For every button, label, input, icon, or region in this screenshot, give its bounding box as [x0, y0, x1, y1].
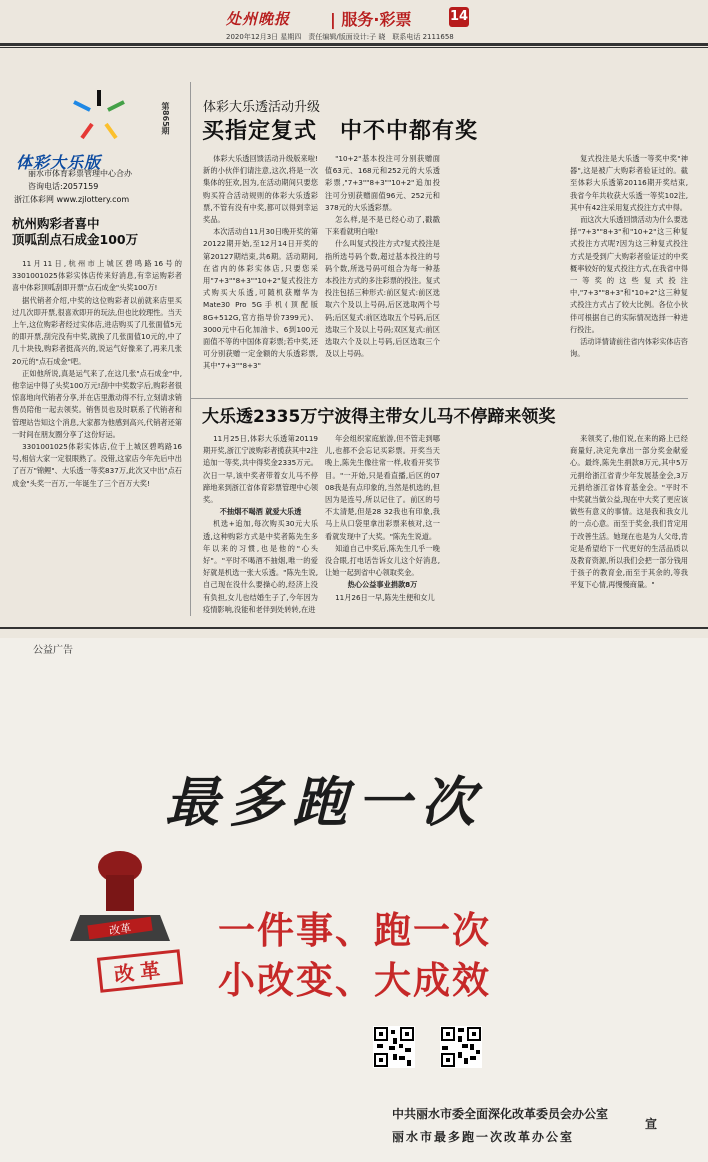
paragraph: 而这次大乐透回馈活动为什么要选择"7+3""8+3"和"10+2"这三种复式投注方式呢?因为这三种复式投注方式是受到广大购彩者验证过的中奖概率较好的复式投注方式,在我省中得一等奖的这些复式投注中,"7+3""8+3"和"10+2"这三种复式投注方式占了较大比例。各位小伙伴可根据自己的实际情况选择一种进行投注。 — [570, 215, 688, 334]
ad-slogan: 最多跑一次 — [165, 770, 485, 834]
reform-stamp-icon — [60, 845, 210, 995]
page-number: 14 — [449, 7, 469, 27]
article1-col2 — [325, 153, 440, 360]
article1-title: 买指定复式 中不中都有奖 — [202, 119, 479, 144]
article2-col3 — [570, 433, 688, 592]
header-rule-thin — [0, 47, 708, 48]
qr-code-icon — [440, 1026, 482, 1068]
left-headline-line2: 顶呱刮点石成金100万 — [12, 232, 139, 247]
paragraph: 活动详情请前往省内体彩实体店咨询。 — [570, 337, 688, 359]
section-name: 服务·彩票 — [341, 10, 412, 29]
paragraph: 怎么样,是不是已经心动了,戳戳下来看就明白啦! — [325, 215, 440, 237]
sports-lottery-logo-icon — [64, 88, 134, 146]
page-meta: 2020年12月3日 星期四 责任编辑/版面设计:子 晓 联系电话 2111658 — [226, 33, 454, 41]
left-article-body — [12, 258, 182, 490]
section-title: | 服务·彩票 — [330, 10, 412, 29]
paragraph: 11月25日,体彩大乐透第20119期开奖,浙江宁波购彩者揽获其中2注追加一等奖,共中得奖金2335万元。次日一早,该中奖者带着女儿马不停蹄地来到浙江省体育彩票管理中心领奖。 — [203, 434, 319, 505]
left-headline-line1: 杭州购彩者喜中 — [12, 216, 100, 231]
article1-col3 — [570, 153, 688, 360]
paragraph: "10+2"基本投注可分别获赠面值63元、168元和252元的大乐透彩票,"7+3""8+3""10+2"追加投注可分别获赠面值96元、252元和378元的大乐透彩票。 — [325, 154, 440, 212]
svg-text:改革: 改革 — [112, 957, 168, 987]
paragraph: 复式投注是大乐透一等奖中奖"神器",这是被广大购彩者验证过的。截至体彩大乐透第20116期开奖结束,我省今年共收获大乐透一等奖102注,其中有42注采用复式投注方式中得。 — [570, 154, 688, 212]
sponsor-suffix: 宣 — [645, 1117, 658, 1131]
column-logo-title: 体彩大乐版 — [16, 153, 102, 172]
article-divider — [190, 398, 688, 399]
consult-phone: 咨询电话:2057159 — [28, 182, 99, 191]
svg-text:改革: 改革 — [108, 921, 133, 938]
subheading: 不抽烟不喝酒 就爱大乐透 — [219, 507, 302, 517]
sponsor-1: 中共丽水市委全面深化改革委员会办公室 — [392, 1107, 609, 1121]
paragraph: 3301001025体彩实体店,位于上城区碧鸣路16号,相信大家一定很眼熟了。没错,这家店今年先后中出了百万"锦鲤"、大乐透一等奖837万,此次又中出"点石成金"头奖一百万,一年诞生了三个百万大奖! — [12, 442, 182, 488]
left-headline — [12, 216, 182, 248]
masthead: 处州晚报 — [226, 10, 291, 28]
issue-number: 第865期 — [161, 102, 170, 135]
paragraph: 本次活动自11月30日晚开奖的第20122期开始,至12月14日开奖的第20127期结束,共6期。活动期间,在省内的体彩实体店,只要您采用"7+3""8+3""10+2"复式投注方式购买大乐透,可随机获赠华为Mate30 Pro 5G手机(顶配版8G+512G,官方指导价7399元)、3000元中石化加油卡、6到100元面值不等的中国体育彩票;若中奖,还可分别获赠一定金额的大乐透彩票,其中"7+3""8+3" — [203, 227, 318, 371]
article2-col1 — [203, 433, 318, 616]
paragraph: 来领奖了,他们说,在来的路上已经商量好,决定先拿出一部分奖金献爱心。最终,陈先生捐款8万元,其中5万元捐给浙江省青少年发展基金会,3万元捐给浙江省体育基金会。"平时不中奖就当做公益,现在中大奖了更应该做些有意义的事情。这是我和我女儿的一点心意。而至于奖金,我们肯定用于改善生活。她现在也是为人父母,肯定是希望给下一代更好的生活品质以及教育资源,所以我们会把一部分钱用于孩子的教育金,而至于其余的,等我平复下心情,再慢慢商量。" — [570, 434, 688, 590]
header-rule — [0, 43, 708, 46]
website: 浙江体彩网 www.zjlottery.com — [14, 195, 130, 204]
paragraph: 知道自己中奖后,陈先生几乎一晚没合眼,打电话告诉女儿这个好消息,让她一起到省中心领取奖金。 — [325, 543, 440, 578]
article1-kicker: 体彩大乐透活动升级 — [203, 100, 321, 115]
paragraph: 什么叫复式投注方式?复式投注是指所选号码个数,超过基本投注的号码个数,所选号码可组合为每一种基本投注方式的多注彩票的投注。复式投注包括三种形式:前区复式:前区选取六个及以上号码,后区选取两个号码;后区复式:前区选取五个号码,后区选取三个及以上号码;双区复式:前区选取六个及以上号码,后区选取三个及以上号码。 — [325, 239, 441, 359]
subheading: 热心公益事业捐款8万 — [347, 580, 418, 590]
article1-col1 — [203, 153, 318, 373]
ad-line-1: 一件事、跑一次 — [218, 909, 491, 952]
article2-title: 大乐透2335万宁波得主带女儿马不停蹄来领奖 — [202, 407, 556, 427]
sponsor-2: 丽水市最多跑一次改革办公室 — [392, 1130, 575, 1144]
paragraph: 11月26日一早,陈先生便和女儿 — [335, 592, 435, 602]
ad-divider — [0, 627, 708, 629]
paragraph: 据代销者介绍,中奖的这位购彩者以前就来店里买过几次即开票,很喜欢即开的玩法,但也比较理性。当天上午,这位购彩者经过实体店,进店购买了几张面值5元的即开票,刮完没有中奖,就换了几张面值10元的,中了几十块钱,购彩者挺高兴的,说运气好像来了,再来几张20元的"点石成金"吧。 — [12, 295, 182, 366]
ad-label: 公益广告 — [33, 645, 73, 656]
organizer: 丽水市体育彩票管理中心合办 — [28, 169, 132, 178]
paragraph: 正如他所说,真是运气来了,在这几张"点石成金"中,他幸运中得了头奖100万元!刮中中奖数字后,购彩者很惊喜地向代销者分享,并在店里激动得不行,立刻请求销售员陪他一起去领奖。销售员也及时联系了代销者和管理站告知这个消息,大家都为他感到高兴,代销者还第一时间在朋友圈分享了这份好运。 — [12, 368, 182, 439]
paragraph: 机选+追加,每次购买30元大乐透,这种购彩方式是中奖者陈先生多年以来的习惯,也是他的"心头好"。"平时不喝酒不抽烟,唯一的爱好就是机选一张大乐透。"陈先生说,自己现在没什么要操心的,经济上没有负担,女儿也结婚生子了,今年因为疫情影响,没能和老伴到处转转,在进 — [203, 519, 318, 614]
article2-col2 — [325, 433, 440, 604]
ad-line-2: 小改变、大成效 — [218, 959, 491, 1002]
paragraph: 11月11日,杭州市上城区碧鸣路16号的3301001025体彩实体店传来好消息,有幸运购彩者喜中体彩顶呱刮即开票"点石成金"头奖100万! — [12, 259, 182, 293]
qr-code-icon — [373, 1026, 415, 1068]
column-divider — [190, 82, 191, 616]
paragraph: 体彩大乐透回馈活动升级版来啦!新的小伙伴们请注意,这次,将是一次集体的狂欢,因为,在活动期间只要您购买符合活动规则的体彩大乐透彩票,不管有没有中奖,都可以得到幸运奖品。 — [203, 154, 318, 225]
paragraph: 年会组织家庭旅游,但不管走到哪儿,也都不会忘记买彩票。开奖当天晚上,陈先生像往常一样,收看开奖节目。"一开始,只是看直播,后区的07 08我是有点印象的,当然是机选的,但因为是连号,所以记住了。前区的号不太清楚,但是28 32我也有印象,我马上从口袋里拿出彩票来核对,这一看就发现中了大奖。"陈先生说道。 — [325, 434, 440, 541]
